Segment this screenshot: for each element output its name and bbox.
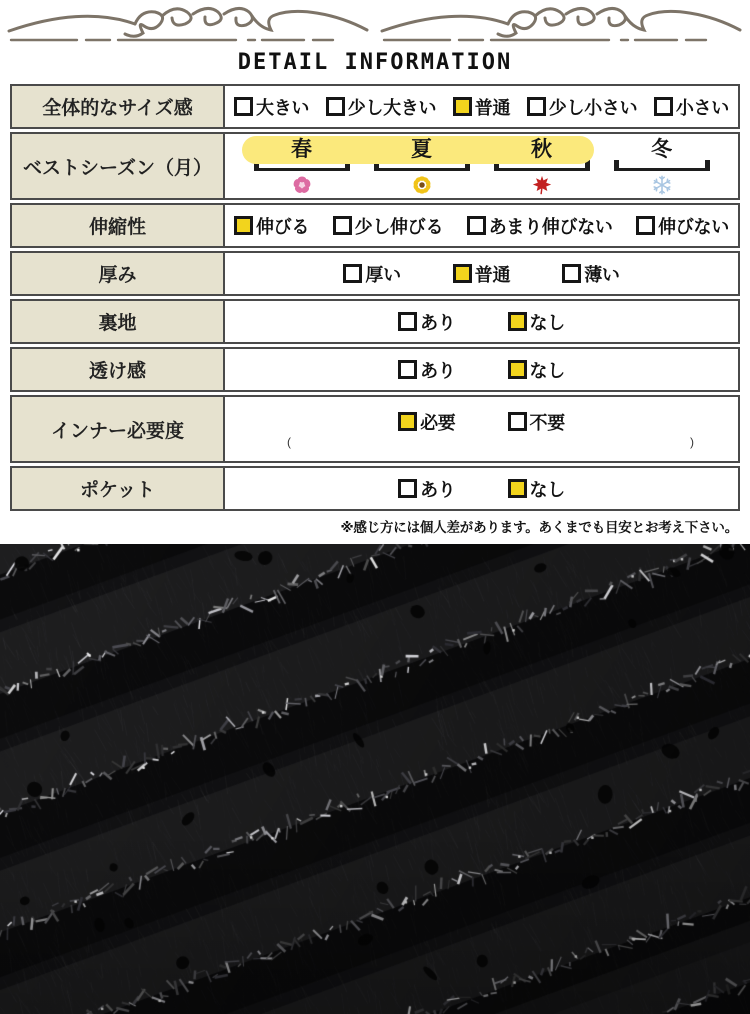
season-label: 冬 (651, 138, 672, 161)
season-label: 夏 (411, 138, 432, 161)
table-row (10, 251, 740, 296)
fabric-texture-canvas (0, 544, 750, 1014)
row-value (225, 299, 740, 344)
season-label: 秋 (531, 138, 552, 161)
option-label: 大きい (256, 97, 310, 118)
option-label: 伸びる (256, 216, 310, 237)
checkbox-unchecked-icon (398, 360, 417, 379)
checkbox-checked-icon (398, 412, 417, 431)
row-value (225, 395, 740, 463)
table-row (10, 347, 740, 392)
option (527, 94, 638, 120)
checkbox-unchecked-icon (343, 264, 362, 283)
option-label: 薄い (584, 264, 620, 285)
maple-leaf-icon (482, 174, 602, 198)
row-value (225, 84, 740, 129)
option (508, 309, 565, 335)
option (326, 94, 437, 120)
option (467, 213, 613, 239)
option (562, 261, 619, 287)
option-label: 普通 (474, 264, 511, 285)
checkbox-checked-icon (508, 312, 527, 331)
option (333, 213, 444, 239)
row-label: 伸縮性 (10, 203, 225, 248)
checkbox-unchecked-icon (398, 479, 417, 498)
snowflake-icon (602, 174, 722, 198)
detail-table (10, 84, 740, 511)
row-value (225, 347, 740, 392)
option-label: あり (420, 360, 456, 381)
annotation-parentheses (225, 436, 738, 450)
fabric-photo (0, 544, 750, 1014)
option (453, 94, 510, 120)
option-label: 厚い (365, 264, 401, 285)
row-value (225, 466, 740, 511)
ornament-divider (0, 3, 750, 47)
option (398, 309, 455, 335)
checkbox-unchecked-icon (562, 264, 581, 283)
option-label: 普通 (474, 97, 511, 118)
row-label: ポケット (10, 466, 225, 511)
option (453, 261, 510, 287)
option (398, 476, 455, 502)
option (654, 94, 729, 120)
row-label: ベストシーズン（月） (10, 132, 225, 200)
option-label: 少し伸びる (354, 216, 444, 237)
option-label: なし (529, 360, 565, 381)
option-label: なし (529, 312, 565, 333)
paren-open: ( (287, 434, 291, 449)
table-row (10, 132, 740, 200)
checkbox-unchecked-icon (636, 216, 655, 235)
checkbox-unchecked-icon (467, 216, 486, 235)
checkbox-checked-icon (453, 97, 472, 116)
paren-close: ) (690, 434, 694, 449)
option (234, 94, 309, 120)
option-label: 必要 (420, 412, 456, 433)
checkbox-unchecked-icon (234, 97, 253, 116)
row-label: 厚み (10, 251, 225, 296)
table-row (10, 299, 740, 344)
row-label: 裏地 (10, 299, 225, 344)
option-label: 小さい (675, 97, 729, 118)
page-title: DETAIL INFORMATION (237, 50, 513, 75)
option (398, 357, 455, 383)
checkbox-unchecked-icon (508, 412, 527, 431)
table-row (10, 466, 740, 511)
option-label: あり (420, 479, 456, 500)
sunflower-icon (362, 174, 482, 198)
checkbox-unchecked-icon (527, 97, 546, 116)
row-label: 透け感 (10, 347, 225, 392)
option (343, 261, 400, 287)
option-label: あまり伸びない (488, 216, 613, 237)
option (636, 213, 729, 239)
checkbox-checked-icon (453, 264, 472, 283)
season-selector (242, 136, 722, 198)
option-label: 少し小さい (548, 97, 638, 118)
option-label: 少し大きい (347, 97, 437, 118)
checkbox-unchecked-icon (326, 97, 345, 116)
table-row (10, 395, 740, 463)
option-label: あり (420, 312, 456, 333)
season-label: 春 (291, 138, 312, 161)
row-label: インナー必要度 (10, 395, 225, 463)
option (508, 409, 565, 435)
checkbox-unchecked-icon (333, 216, 352, 235)
checkbox-checked-icon (234, 216, 253, 235)
option-label: なし (529, 479, 565, 500)
row-value (225, 251, 740, 296)
checkbox-unchecked-icon (398, 312, 417, 331)
option (398, 409, 455, 435)
option (508, 357, 565, 383)
row-value (225, 203, 740, 248)
sakura-icon (242, 174, 362, 198)
row-label: 全体的なサイズ感 (10, 84, 225, 129)
checkbox-checked-icon (508, 360, 527, 379)
row-value (225, 132, 740, 200)
option-label: 伸びない (658, 216, 729, 237)
checkbox-unchecked-icon (654, 97, 673, 116)
checkbox-checked-icon (508, 479, 527, 498)
option-label: 不要 (529, 412, 565, 433)
table-row (10, 203, 740, 248)
option (508, 476, 565, 502)
footnote-disclaimer: ※感じ方には個人差があります。あくまでも目安とお考え下さい。 (340, 520, 738, 535)
table-row (10, 84, 740, 129)
option (234, 213, 309, 239)
